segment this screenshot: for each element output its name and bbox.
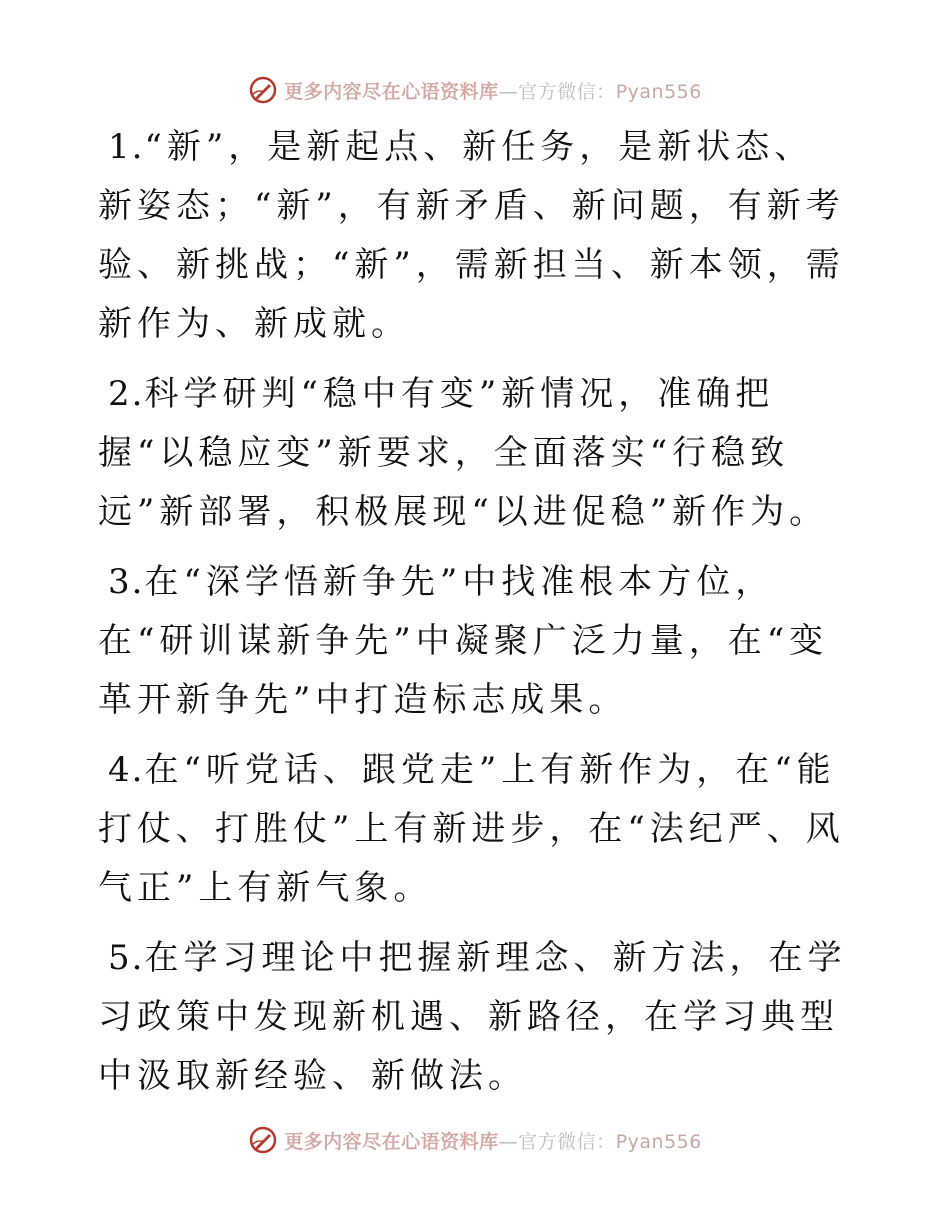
footer-watermark — [0, 1120, 950, 1160]
paragraph-text: “新”，是新起点、新任务，是新状态、新姿态；“新”，有新矛盾、新问题，有新考验、新挑战；“新”，需新担当、新本领，需新作为、新成就。 — [98, 127, 845, 344]
paragraph-1 — [98, 118, 850, 354]
paragraph-4 — [98, 741, 850, 918]
watermark-brand: 更多内容尽在心语资料库 — [284, 80, 499, 103]
paragraph-3 — [98, 553, 850, 730]
paragraph-number: 3. — [108, 562, 145, 602]
watermark-separator: — — [498, 1130, 519, 1153]
paragraph-2 — [98, 365, 850, 542]
watermark-wechat-id: Pyan556 — [615, 1130, 702, 1153]
paragraph-text: 科学研判“稳中有变”新情况，准确把握“以稳应变”新要求，全面落实“行稳致远”新部署，积极展现“以进促稳”新作为。 — [98, 374, 829, 532]
watermark-text — [284, 77, 702, 104]
paragraph-5 — [98, 929, 850, 1106]
watermark-brand: 更多内容尽在心语资料库 — [284, 1130, 499, 1153]
watermark-text — [284, 1127, 702, 1154]
paragraph-text: 在“深学悟新争先”中找准根本方位，在“研训谋新争先”中凝聚广泛力量，在“变革开新争先”中打造标志成果。 — [98, 562, 829, 720]
paragraph-text: 在学习理论中把握新理念、新方法，在学习政策中发现新机遇、新路径，在学习典型中汲取新经验、新做法。 — [98, 938, 847, 1096]
pen-circle-logo-icon — [248, 1125, 278, 1155]
paragraph-number: 1. — [108, 127, 145, 167]
watermark-wechat-id: Pyan556 — [615, 80, 702, 103]
watermark-wechat-label: 官方微信： — [518, 1130, 616, 1153]
pen-circle-logo-icon — [248, 75, 278, 105]
header-watermark — [0, 70, 950, 110]
paragraph-number: 5. — [108, 938, 145, 978]
paragraph-text: 在“听党话、跟党走”上有新作为，在“能打仗、打胜仗”上有新进步，在“法纪严、风气正”上有新气象。 — [98, 750, 845, 908]
paragraph-number: 4. — [108, 750, 145, 790]
paragraph-number: 2. — [108, 374, 145, 414]
document-body — [98, 118, 850, 1117]
watermark-wechat-label: 官方微信： — [518, 80, 616, 103]
watermark-separator: — — [498, 80, 519, 103]
